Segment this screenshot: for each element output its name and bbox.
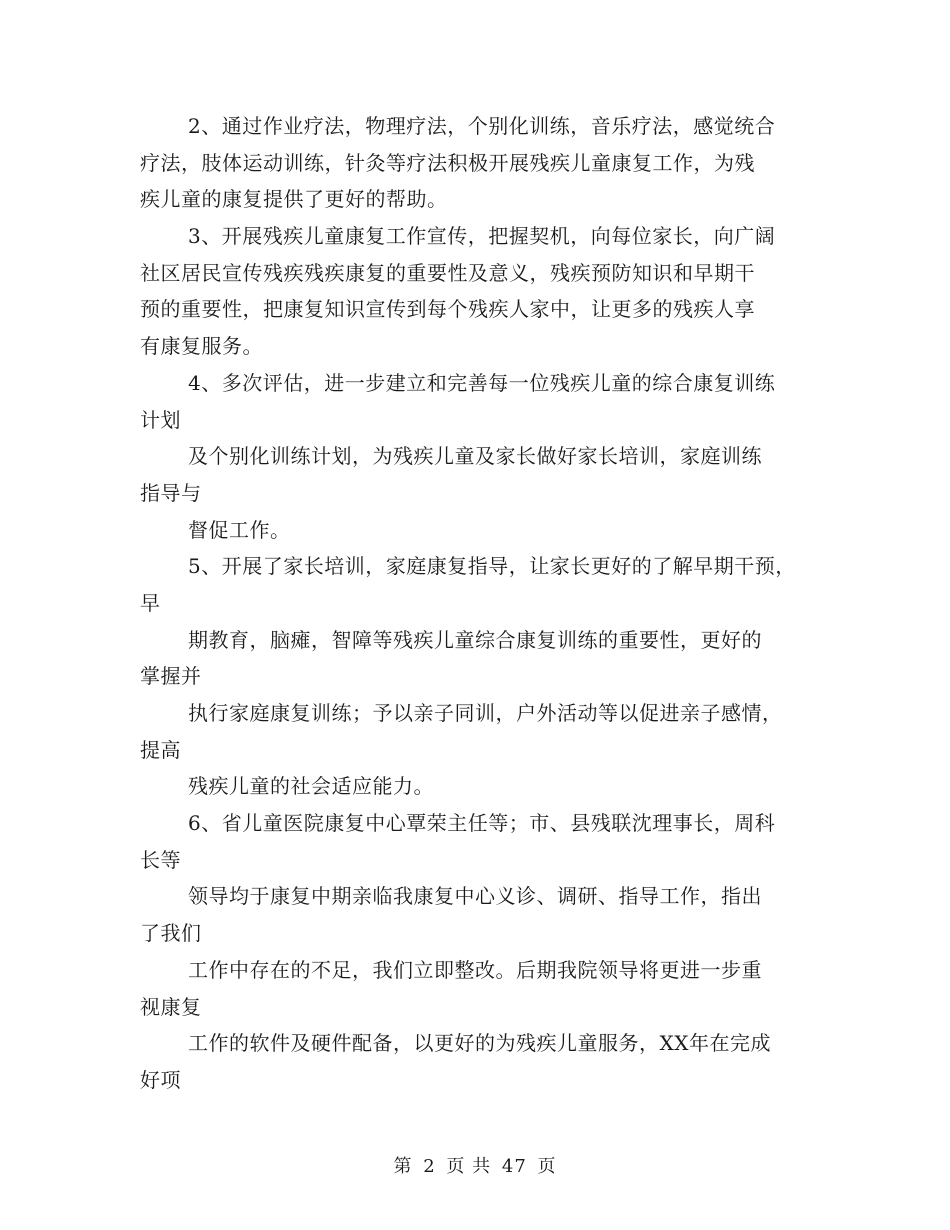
text-line: 早	[140, 590, 161, 615]
text-line: 3、开展残疾儿童康复工作宣传，把握契机，向每位家长，向广阔	[188, 224, 776, 249]
text-line: 掌握并	[140, 664, 202, 689]
footer-current-page: 2	[423, 1156, 436, 1177]
text-line: 好项	[140, 1067, 181, 1092]
text-line: 工作的软件及硬件配备，以更好的为残疾儿童服务，XX年在完成	[188, 1031, 771, 1056]
text-line: 期教育，脑瘫，智障等残疾儿童综合康复训练的重要性，更好的	[188, 627, 762, 652]
text-line: 及个别化训练计划，为残疾儿童及家长做好家长培训，家庭训练	[188, 444, 762, 469]
text-line: 疾儿童的康复提供了更好的帮助。	[140, 187, 448, 212]
text-line: 疗法，肢体运动训练，针灸等疗法积极开展残疾儿童康复工作，为残	[140, 150, 755, 175]
text-line: 长等	[140, 847, 181, 872]
text-line: 视康复	[140, 994, 202, 1019]
body-text	[140, 108, 830, 1099]
page-footer	[0, 1152, 950, 1178]
text-line: 提高	[140, 737, 181, 762]
text-line: 指导与	[140, 480, 202, 505]
text-line: 执行家庭康复训练；予以亲子同训，户外活动等以促进亲子感情，	[188, 701, 783, 725]
text-line: 了我们	[140, 921, 202, 946]
text-line: 计划	[140, 407, 181, 432]
text-line: 4、多次评估，进一步建立和完善每一位残疾儿童的综合康复训练	[188, 370, 776, 395]
footer-total-pages: 47	[501, 1156, 527, 1177]
footer-suffix: 页	[537, 1156, 557, 1177]
text-line: 预的重要性，把康复知识宣传到每个残疾人家中，让更多的残疾人享	[140, 297, 755, 322]
text-line: 5、开展了家长培训，家庭康复指导，让家长更好的了解早期干预，	[188, 554, 796, 579]
text-line: 2、通过作业疗法，物理疗法，个别化训练，音乐疗法，感觉统合	[188, 114, 776, 138]
text-line: 6、省儿童医院康复中心覃荣主任等；市、县残联沈理事长，周科	[188, 811, 776, 836]
text-line: 工作中存在的不足，我们立即整改。后期我院领导将更进一步重	[188, 957, 762, 982]
text-line: 领导均于康复中期亲临我康复中心义诊、调研、指导工作，指出	[188, 884, 762, 909]
footer-middle: 页 共	[446, 1156, 492, 1177]
footer-prefix: 第	[393, 1156, 413, 1177]
text-line: 有康复服务。	[140, 334, 263, 359]
text-line: 督促工作。	[188, 517, 291, 542]
text-line: 残疾儿童的社会适应能力。	[188, 774, 434, 799]
text-line: 社区居民宣传残疾残疾康复的重要性及意义，残疾预防知识和早期干	[140, 260, 755, 285]
